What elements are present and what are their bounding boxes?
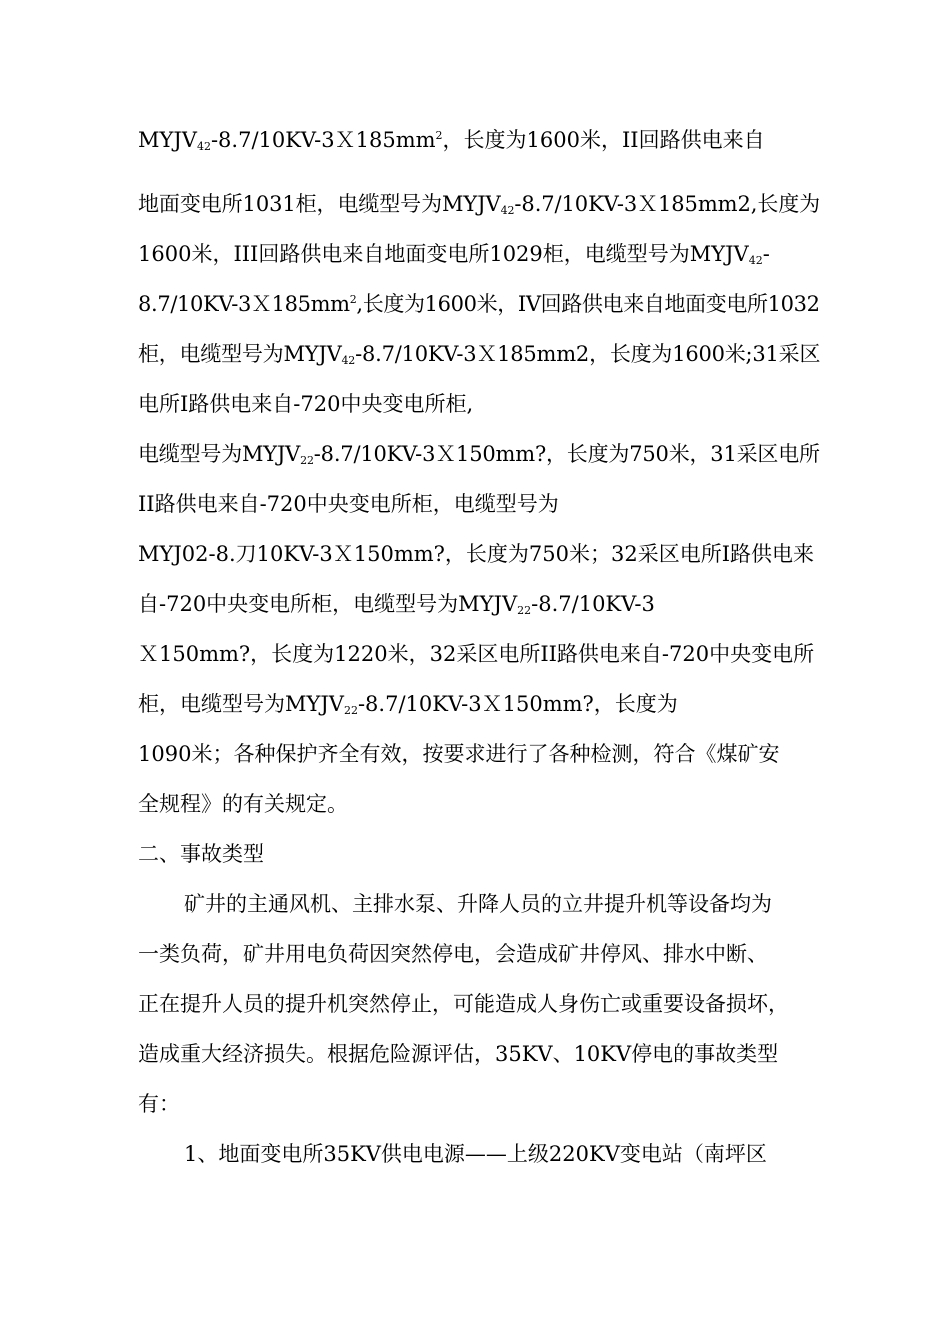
list-item: 1、地面变电所35KV供电电源——上级220KV变电站（南坪区 bbox=[184, 1142, 767, 1166]
text-line: 全规程》的有关规定。 bbox=[138, 792, 348, 816]
text-line: 有： bbox=[138, 1092, 180, 1116]
text-line: 矿井的主通风机、主排水泵、升降人员的立井提升机等设备均为 bbox=[184, 892, 772, 916]
text-line: 1600米，III回路供电来自地面变电所1029柜，电缆型号为$MYJV_{42}-$ bbox=[138, 242, 770, 267]
text-line: $8.7/10KV-3X185mm^2$,长度为1600米，IV回路供电来自地面变电所1032 bbox=[138, 292, 820, 316]
text-line: 自-720中央变电所柜，电缆型号为$MYJV_{22}-8.7/10KV-3$ bbox=[138, 592, 655, 617]
section-heading: 二、事故类型 bbox=[138, 842, 264, 866]
text-line: 电所Ⅰ路供电来自-720中央变电所柜, bbox=[138, 392, 474, 416]
text-line: MYJ02-8.刀10KV-3Ｘ150mm?，长度为750米；32采区电所Ⅰ路供电来 bbox=[138, 542, 815, 566]
text-line: 一类负荷，矿井用电负荷因突然停电，会造成矿井停风、排水中断、 bbox=[138, 942, 768, 966]
text-line: 正在提升人员的提升机突然停止，可能造成人身伤亡或重要设备损坏， bbox=[138, 992, 789, 1016]
text-line: 1090米；各种保护齐全有效，按要求进行了各种检测，符合《煤矿安 bbox=[138, 742, 780, 766]
text-line: Ｘ150mm?，长度为1220米，32采区电所II路供电来自-720中央变电所 bbox=[138, 642, 815, 666]
text-line: 电缆型号为$MYJV_{22}-8.7/10KV-3X150mm$?，长度为750米，31采区电所 bbox=[138, 442, 820, 467]
text-line: 造成重大经济损失。根据危险源评估，35KV、10KV停电的事故类型 bbox=[138, 1042, 779, 1066]
text-line: 柜，电缆型号为$MYJV_{42}-8.7/10KV-3X185mm2$，长度为1600米;31采区 bbox=[138, 342, 821, 367]
text-line: II路供电来自-720中央变电所柜，电缆型号为 bbox=[138, 492, 559, 516]
text-line: 地面变电所1031柜，电缆型号为$MYJV_{42}-8.7/10KV-3X185mm2$,长度为 bbox=[138, 192, 821, 217]
text-line: $MYJV_{42}-8.7/10KV-3X185mm^2$，长度为1600米，II回路供电来自 bbox=[138, 128, 765, 153]
text-line: 柜，电缆型号为$MYJV_{22}-8.7/10KV-3X150mm$?，长度为 bbox=[138, 692, 678, 717]
